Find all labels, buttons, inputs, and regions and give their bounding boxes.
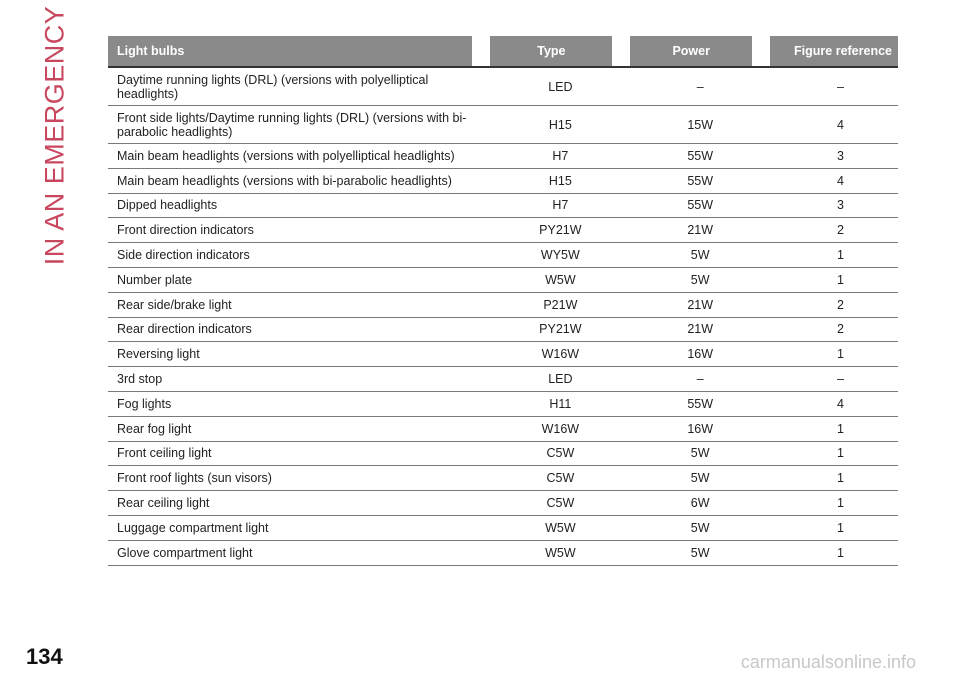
table-row (108, 416, 898, 441)
table-row (108, 168, 898, 193)
cell-figure-reference: 1 (770, 267, 898, 292)
table-row (108, 491, 898, 516)
section-title-text: IN AN EMERGENCY (39, 5, 70, 265)
table-row (108, 144, 898, 169)
cell-power: 55W (630, 168, 770, 193)
cell-light-bulb: Rear ceiling light (108, 491, 490, 516)
cell-figure-reference: – (770, 67, 898, 106)
cell-type: WY5W (490, 243, 630, 268)
cell-figure-reference: 1 (770, 342, 898, 367)
cell-figure-reference: – (770, 367, 898, 392)
cell-type: W5W (490, 540, 630, 565)
table-row (108, 367, 898, 392)
table-row (108, 218, 898, 243)
cell-light-bulb: Main beam headlights (versions with bi-parabolic headlights) (108, 168, 490, 193)
cell-figure-reference: 4 (770, 168, 898, 193)
header-power: Power (630, 36, 752, 67)
table-row (108, 267, 898, 292)
cell-figure-reference: 1 (770, 416, 898, 441)
table-row (108, 540, 898, 565)
cell-light-bulb: Dipped headlights (108, 193, 490, 218)
cell-type: C5W (490, 466, 630, 491)
cell-type: PY21W (490, 317, 630, 342)
cell-power: 5W (630, 540, 770, 565)
cell-type: P21W (490, 292, 630, 317)
cell-type: H15 (490, 106, 630, 144)
cell-figure-reference: 1 (770, 491, 898, 516)
cell-light-bulb: Reversing light (108, 342, 490, 367)
cell-power: 21W (630, 317, 770, 342)
cell-power: 5W (630, 466, 770, 491)
header-figure-reference: Figure reference (770, 36, 898, 67)
cell-figure-reference: 1 (770, 441, 898, 466)
section-title (30, 5, 80, 265)
table-row (108, 243, 898, 268)
cell-power: – (630, 67, 770, 106)
cell-figure-reference: 3 (770, 144, 898, 169)
cell-light-bulb: Front roof lights (sun visors) (108, 466, 490, 491)
cell-type: W16W (490, 416, 630, 441)
cell-light-bulb: Rear side/brake light (108, 292, 490, 317)
header-light-bulbs: Light bulbs (108, 36, 472, 67)
table-row (108, 67, 898, 106)
cell-figure-reference: 3 (770, 193, 898, 218)
cell-type: C5W (490, 441, 630, 466)
page-number: 134 (26, 644, 63, 669)
table-row (108, 342, 898, 367)
cell-light-bulb: Number plate (108, 267, 490, 292)
cell-light-bulb: Fog lights (108, 391, 490, 416)
cell-figure-reference: 4 (770, 391, 898, 416)
cell-power: 15W (630, 106, 770, 144)
cell-figure-reference: 4 (770, 106, 898, 144)
cell-type: W5W (490, 515, 630, 540)
cell-power: 6W (630, 491, 770, 516)
cell-light-bulb: Front direction indicators (108, 218, 490, 243)
cell-power: 5W (630, 243, 770, 268)
cell-power: – (630, 367, 770, 392)
table-row (108, 466, 898, 491)
cell-figure-reference: 2 (770, 218, 898, 243)
cell-light-bulb: Side direction indicators (108, 243, 490, 268)
header-type: Type (490, 36, 612, 67)
cell-type: C5W (490, 491, 630, 516)
cell-power: 16W (630, 416, 770, 441)
table-row (108, 515, 898, 540)
cell-figure-reference: 1 (770, 540, 898, 565)
cell-power: 5W (630, 267, 770, 292)
cell-type: PY21W (490, 218, 630, 243)
table-row (108, 441, 898, 466)
table-row (108, 292, 898, 317)
cell-light-bulb: Main beam headlights (versions with polyelliptical headlights) (108, 144, 490, 169)
cell-light-bulb: Rear direction indicators (108, 317, 490, 342)
watermark: carmanualsonline.info (740, 652, 916, 672)
cell-figure-reference: 1 (770, 466, 898, 491)
header-gap (472, 36, 490, 67)
cell-type: H11 (490, 391, 630, 416)
table-header (108, 36, 898, 67)
cell-type: LED (490, 367, 630, 392)
cell-light-bulb: 3rd stop (108, 367, 490, 392)
table-row (108, 317, 898, 342)
cell-power: 55W (630, 193, 770, 218)
header-gap (752, 36, 770, 67)
header-gap (612, 36, 630, 67)
light-bulbs-table (108, 36, 898, 566)
cell-figure-reference: 2 (770, 292, 898, 317)
cell-power: 55W (630, 144, 770, 169)
table-body (108, 67, 898, 565)
cell-type: H15 (490, 168, 630, 193)
table-row (108, 391, 898, 416)
cell-light-bulb: Glove compartment light (108, 540, 490, 565)
cell-light-bulb: Rear fog light (108, 416, 490, 441)
cell-power: 5W (630, 515, 770, 540)
table-header-row (108, 36, 898, 67)
cell-power: 21W (630, 218, 770, 243)
cell-figure-reference: 1 (770, 515, 898, 540)
table-row (108, 193, 898, 218)
cell-power: 16W (630, 342, 770, 367)
cell-type: LED (490, 67, 630, 106)
cell-light-bulb: Front ceiling light (108, 441, 490, 466)
cell-power: 55W (630, 391, 770, 416)
cell-type: H7 (490, 144, 630, 169)
cell-type: W16W (490, 342, 630, 367)
cell-light-bulb: Daytime running lights (DRL) (versions with polyelliptical headlights) (108, 67, 490, 106)
cell-type: W5W (490, 267, 630, 292)
cell-light-bulb: Luggage compartment light (108, 515, 490, 540)
table-row (108, 106, 898, 144)
cell-power: 5W (630, 441, 770, 466)
cell-type: H7 (490, 193, 630, 218)
cell-power: 21W (630, 292, 770, 317)
cell-light-bulb: Front side lights/Daytime running lights (DRL) (versions with bi-parabolic headlights) (108, 106, 490, 144)
cell-figure-reference: 1 (770, 243, 898, 268)
cell-figure-reference: 2 (770, 317, 898, 342)
